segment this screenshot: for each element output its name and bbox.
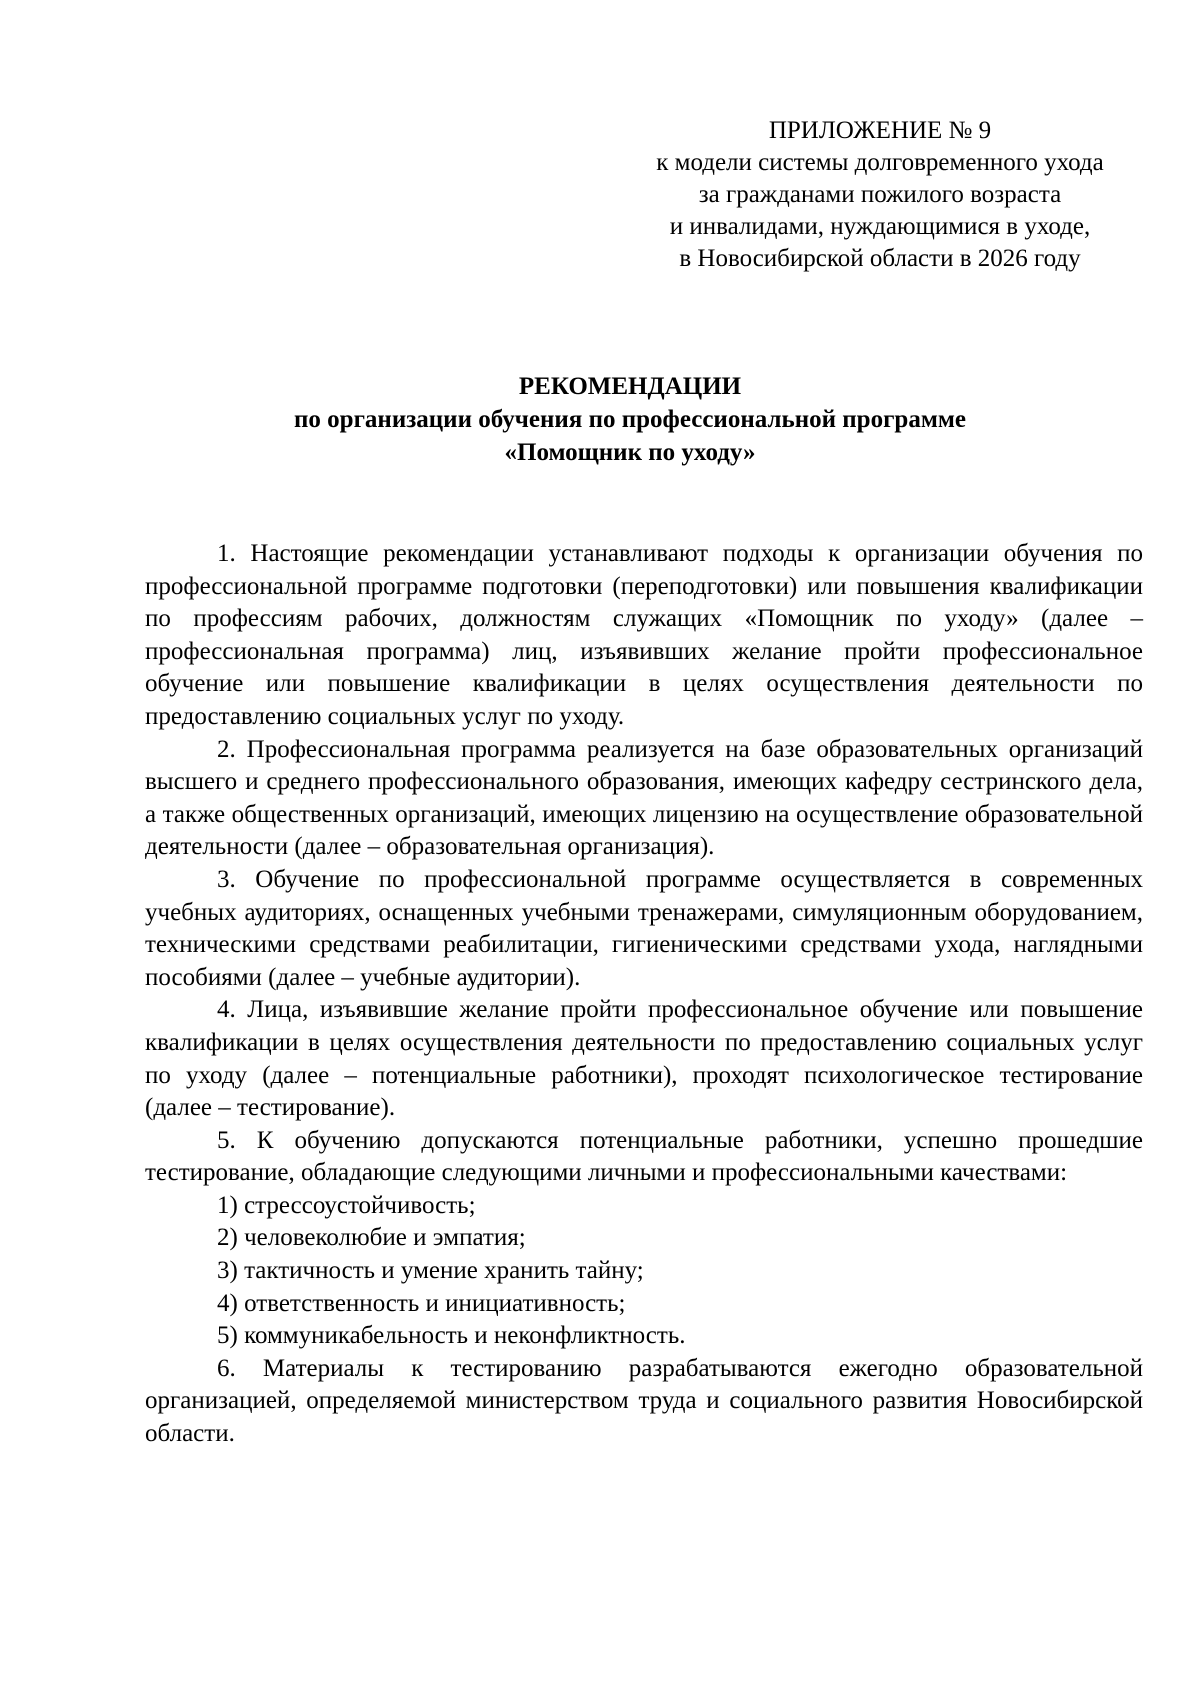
paragraph-6: 6. Материалы к тестированию разрабатываются ежегодно образовательной организацией, определяемой министерством труда и социального развития Новосибирской области. — [145, 1354, 1143, 1448]
paragraph-2: 2. Профессиональная программа реализуется на базе образовательных организаций высшего и среднего профессионального образования, имеющих кафедру сестринского дела, а также общественных организаций, имеющих лицензию на осуществление образовательной деятельности (далее – образовательная организация). — [145, 735, 1143, 861]
appendix-number: ПРИЛОЖЕНИЕ № 9 — [768, 117, 992, 144]
quality-list-item: 1) стрессоустойчивость; — [217, 1191, 476, 1219]
quality-list-item: 5) коммуникабельность и неконфликтность. — [217, 1322, 686, 1350]
document-title — [140, 370, 1120, 469]
appendix-line: и инвалидами, нуждающимися в уходе, — [669, 213, 1091, 240]
quality-list-item: 3) тактичность и умение хранить тайну; — [217, 1257, 644, 1285]
paragraph-3: 3. Обучение по профессиональной программе осуществляется в современных учебных аудиториях, оснащенных учебными тренажерами, симуляционным оборудованием, техническими средствами реабилитации, гигиеническими средствами ухода, наглядными пособиями (далее – учебные аудитории). — [145, 865, 1143, 991]
title-subtitle: по организации обучения по профессиональной программе — [294, 406, 966, 433]
title-subtitle: «Помощник по уходу» — [504, 439, 756, 466]
appendix-line: за гражданами пожилого возраста — [698, 181, 1062, 208]
appendix-header — [620, 115, 1140, 275]
title-heading: РЕКОМЕНДАЦИИ — [518, 373, 742, 400]
quality-list-item: 2) человеколюбие и эмпатия; — [217, 1224, 526, 1252]
paragraph-1: 1. Настоящие рекомендации устанавливают подходы к организации обучения по профессиональной программе подготовки (переподготовки) или повышения квалификации по профессиям рабочих, должностям служащих «Помощник по уходу» (далее – профессиональная программа) лиц, изъявивших желание пройти профессиональное обучение или повышение квалификации в целях осуществления деятельности по предоставлению социальных услуг по уходу. — [145, 540, 1143, 730]
document-body — [145, 538, 1143, 1451]
appendix-line: в Новосибирской области в 2026 году — [679, 245, 1081, 272]
paragraph-4: 4. Лица, изъявившие желание пройти профессиональное обучение или повышение квалификации в целях осуществления деятельности по предоставлению социальных услуг по уходу (далее – потенциальные работники), проходят психологическое тестирование (далее – тестирование). — [145, 996, 1143, 1122]
appendix-line: к модели системы долговременного ухода — [656, 149, 1104, 176]
quality-list-item: 4) ответственность и инициативность; — [217, 1289, 626, 1317]
paragraph-5: 5. К обучению допускаются потенциальные работники, успешно прошедшие тестирование, обладающие следующими личными и профессиональными качествами: — [145, 1126, 1143, 1187]
